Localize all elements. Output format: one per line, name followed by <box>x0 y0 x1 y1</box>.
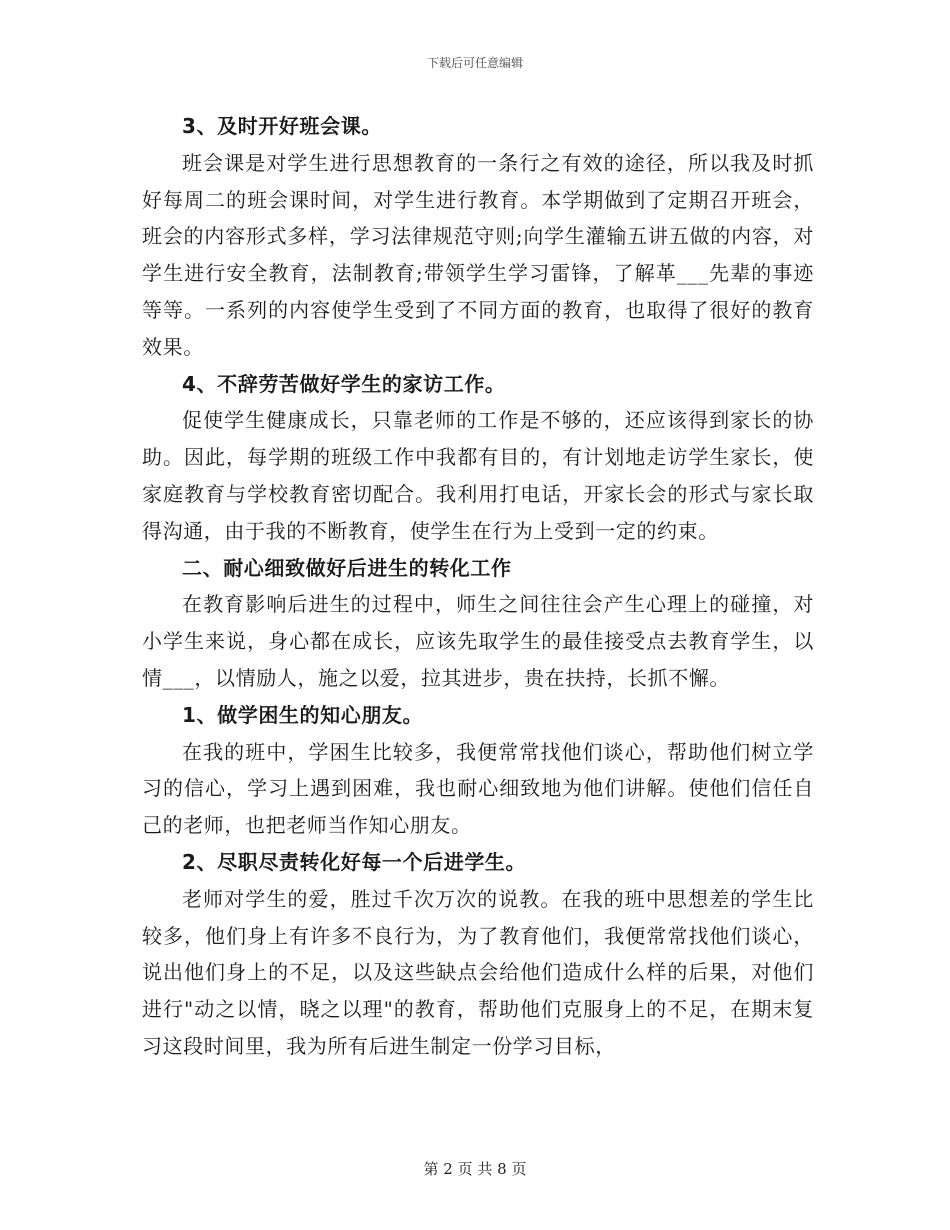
paragraph-confidant: 在我的班中，学困生比较多，我便常常找他们谈心，帮助他们树立学习的信心，学习上遇到困难，我也耐心细致地为他们讲解。使他们信任自己的老师，也把老师当作知心朋友。 <box>142 739 814 838</box>
section-heading-struggling-students: 二、耐心细致做好后进生的转化工作 <box>182 555 512 580</box>
section-heading-class-meeting: 3、及时开好班会课。 <box>182 114 382 138</box>
page-header-note: 下载后可任意编辑 <box>426 56 523 70</box>
paragraph-struggling-students: 在教育影响后进生的过程中，师生之间往往会产生心理上的碰撞，对小学生来说，身心都在成长，应该先取学生的最佳接受点去教育学生，以情___，以情励人，施之以爱，拉其进步，贵在扶持，长抓不懈。 <box>142 592 814 690</box>
section-heading-home-visit: 4、不辞劳苦做好学生的家访工作。 <box>182 371 506 396</box>
paragraph-class-meeting: 班会课是对学生进行思想教育的一条行之有效的途径，所以我及时抓好每周二的班会课时间，对学生进行教育。本学期做到了定期召开班会，班会的内容形式多样，学习法律规范守则;向学生灌输五讲五做的内容，对学生进行安全教育，法制教育;带领学生学习雷锋，了解革___先辈的事迹等等。一系列的内容使学生受到了不同方面的教育，也取得了很好的教育效果。 <box>142 150 814 359</box>
page-number: 第 2 页 共 8 页 <box>423 1160 527 1178</box>
paragraph-home-visit: 促使学生健康成长，只靠老师的工作是不够的，还应该得到家长的协助。因此，每学期的班级工作中我都有目的，有计划地走访学生家长，使家庭教育与学校教育密切配合。我利用打电话，开家长会的形式与家长取得沟通，由于我的不断教育，使学生在行为上受到一定的约束。 <box>142 408 814 543</box>
section-heading-confidant: 1、做学困生的知心朋友。 <box>182 702 424 727</box>
section-heading-transform: 2、尽职尽责转化好每一个后进学生。 <box>182 849 527 874</box>
document-body <box>142 108 814 1065</box>
paragraph-transform: 老师对学生的爱，胜过千次万次的说教。在我的班中思想差的学生比较多，他们身上有许多不良行为，为了教育他们，我便常常找他们谈心，说出他们身上的不足，以及这些缺点会给他们造成什么样的后果，对他们进行"动之以情，晓之以理"的教育，帮助他们克服身上的不足，在期末复习这段时间里，我为所有后进生制定一份学习目标， <box>142 886 814 1058</box>
